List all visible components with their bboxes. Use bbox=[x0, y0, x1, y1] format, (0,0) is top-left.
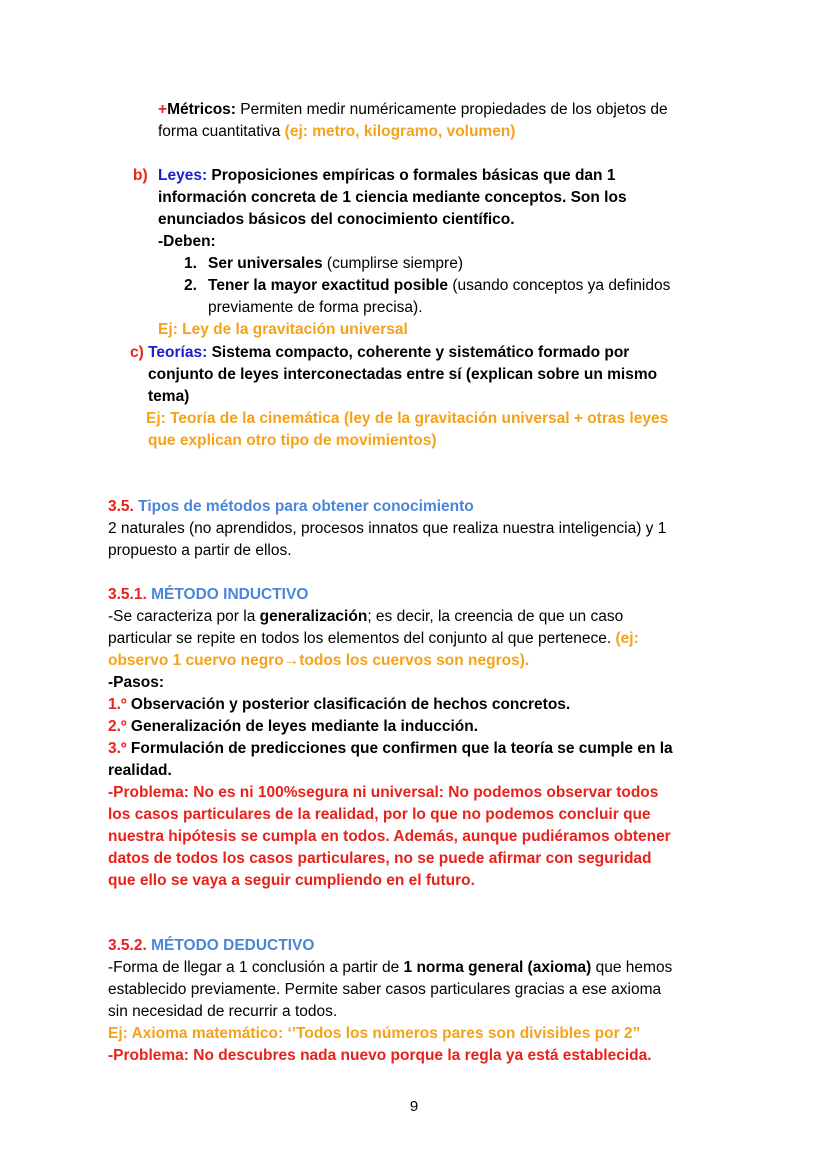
inductivo-problema-1: -Problema: No es ni 100%segura ni universal: No podemos observar todos bbox=[108, 784, 659, 801]
inductivo-p2a: particular se repite en todos los elementos del conjunto al que pertenece. bbox=[108, 630, 616, 647]
step-number: 1.º bbox=[108, 696, 127, 713]
section-title: MÉTODO DEDUCTIVO bbox=[146, 937, 315, 954]
metricos-label: Métricos: bbox=[167, 101, 236, 118]
teorias-example-1: Ej: Teoría de la cinemática (ley de la gravitación universal + otras leyes bbox=[146, 410, 669, 427]
leyes-marker: b) bbox=[133, 167, 148, 184]
metricos-line-1 bbox=[158, 100, 668, 120]
inductivo-step-2 bbox=[108, 717, 478, 737]
deductivo-p1a: -Forma de llegar a 1 conclusión a partir de bbox=[108, 959, 404, 976]
inductivo-example: observo 1 cuervo negro→todos los cuervos son negros). bbox=[108, 652, 530, 669]
metricos-text-2: forma cuantitativa bbox=[158, 123, 285, 140]
inductivo-p1c: ; es decir, la creencia de que un caso bbox=[367, 608, 624, 625]
leyes-item-2-cont: previamente de forma precisa). bbox=[208, 299, 423, 316]
deductivo-p3: sin necesidad de recurrir a todos. bbox=[108, 1003, 338, 1020]
teorias-def-1: Sistema compacto, coherente y sistemático formado por bbox=[207, 344, 630, 361]
step-number: 2.º bbox=[108, 718, 127, 735]
deductivo-example: Ej: Axioma matemático: ‘’Todos los números pares son divisibles por 2” bbox=[108, 1025, 641, 1042]
metricos-text: Permiten medir numéricamente propiedades de los objetos de bbox=[235, 101, 668, 118]
metricos-line-2 bbox=[158, 122, 515, 142]
metricos-example: (ej: metro, kilogramo, volumen) bbox=[284, 123, 516, 140]
section-3-5-text-2: propuesto a partir de ellos. bbox=[108, 542, 292, 559]
plus-sign: + bbox=[158, 101, 168, 118]
inductivo-problema-5: que ello se vaya a seguir cumpliendo en el futuro. bbox=[108, 872, 475, 889]
leyes-item-1 bbox=[184, 254, 197, 274]
inductivo-generalizacion: generalización bbox=[259, 608, 368, 625]
teorias-marker: c) bbox=[130, 344, 144, 361]
step-text: Generalización de leyes mediante la inducción. bbox=[126, 718, 479, 735]
list-number: 1. bbox=[184, 255, 197, 272]
teorias-example-2: que explican otro tipo de movimientos) bbox=[148, 432, 437, 449]
step-number: 3.º bbox=[108, 740, 127, 757]
inductivo-p1a: -Se caracteriza por la bbox=[108, 608, 260, 625]
inductivo-problema-2: los casos particulares de la realidad, por lo que no podemos concluir que bbox=[108, 806, 651, 823]
inductivo-problema-3: nuestra hipótesis se cumpla en todos. Además, aunque pudiéramos obtener bbox=[108, 828, 671, 845]
leyes-item-1-rest: (cumplirse siempre) bbox=[322, 255, 463, 272]
deductivo-p1 bbox=[108, 958, 672, 978]
section-number: 3.5. bbox=[108, 498, 134, 515]
leyes-example: Ej: Ley de la gravitación universal bbox=[158, 321, 408, 338]
leyes-item-1-text bbox=[208, 254, 463, 274]
leyes-item-2 bbox=[184, 276, 197, 296]
step-text: Observación y posterior clasificación de hechos concretos. bbox=[126, 696, 571, 713]
teorias-line-1 bbox=[130, 343, 629, 363]
deductivo-p2: establecido previamente. Permite saber casos particulares gracias a ese axioma bbox=[108, 981, 662, 998]
section-title: MÉTODO INDUCTIVO bbox=[146, 586, 309, 603]
inductivo-heading bbox=[108, 585, 308, 605]
inductivo-step-3 bbox=[108, 739, 673, 759]
deductivo-axioma: 1 norma general (axioma) bbox=[403, 959, 592, 976]
leyes-deben: -Deben: bbox=[158, 233, 216, 250]
deductivo-problema: -Problema: No descubres nada nuevo porque la regla ya está establecida. bbox=[108, 1047, 652, 1064]
inductivo-step-3-cont: realidad. bbox=[108, 762, 172, 779]
section-number: 3.5.2. bbox=[108, 937, 147, 954]
leyes-item-2-rest: (usando conceptos ya definidos bbox=[448, 277, 671, 294]
inductivo-step-1 bbox=[108, 695, 570, 715]
leyes-def-3: enunciados básicos del conocimiento científico. bbox=[158, 211, 515, 228]
teorias-def-3: tema) bbox=[148, 388, 190, 405]
page-number: 9 bbox=[409, 1098, 419, 1115]
leyes-label: Leyes: bbox=[158, 167, 208, 184]
leyes-line-1-text bbox=[158, 166, 615, 186]
inductivo-p2 bbox=[108, 629, 639, 649]
leyes-def-2: información concreta de 1 ciencia mediante conceptos. Son los bbox=[158, 189, 627, 206]
leyes-item-2-text bbox=[208, 276, 670, 296]
inductivo-p1 bbox=[108, 607, 623, 627]
teorias-def-2: conjunto de leyes interconectadas entre sí (explican sobre un mismo bbox=[148, 366, 658, 383]
teorias-label: Teorías: bbox=[148, 344, 208, 361]
inductivo-pasos: -Pasos: bbox=[108, 674, 164, 691]
inductivo-problema-4: datos de todos los casos particulares, no se puede afirmar con seguridad bbox=[108, 850, 652, 867]
section-title: Tipos de métodos para obtener conocimiento bbox=[133, 498, 474, 515]
leyes-item-2-bold: Tener la mayor exactitud posible bbox=[208, 277, 449, 294]
leyes-line-1 bbox=[133, 166, 148, 186]
step-text: Formulación de predicciones que confirmen que la teoría se cumple en la bbox=[126, 740, 673, 757]
leyes-def-1: Proposiciones empíricas o formales básicas que dan 1 bbox=[207, 167, 616, 184]
deductivo-heading bbox=[108, 936, 314, 956]
inductivo-ej: (ej: bbox=[615, 630, 639, 647]
section-3-5-text-1: 2 naturales (no aprendidos, procesos innatos que realiza nuestra inteligencia) y 1 bbox=[108, 520, 667, 537]
section-number: 3.5.1. bbox=[108, 586, 147, 603]
deductivo-p1c: que hemos bbox=[591, 959, 673, 976]
list-number: 2. bbox=[184, 277, 197, 294]
section-3-5-heading bbox=[108, 497, 474, 517]
leyes-item-1-bold: Ser universales bbox=[208, 255, 323, 272]
